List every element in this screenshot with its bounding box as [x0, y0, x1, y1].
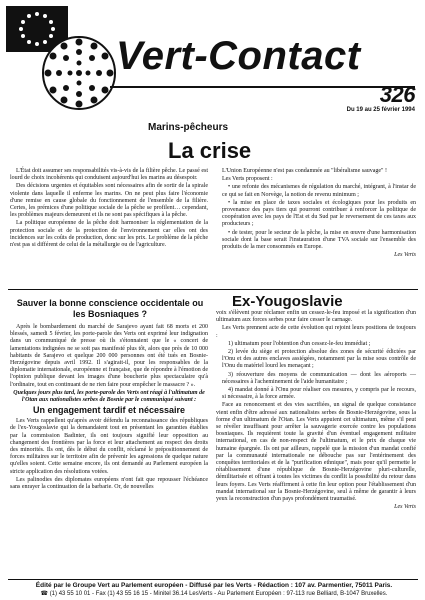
list-item: • une refonte des mécanismes de régulation du marché, intégrant, à l'instar de ce qui se fait en Norvège, la notion de revenu minimum ; — [222, 184, 416, 198]
list-item: 4) mandat donné à l'Onu pour réaliser ces mesures, y compris par le recours, si nécessaire, à la force armée. — [222, 387, 416, 401]
list-item: 3) réouverture des moyens de communication — dont les aéroports — nécessaires à l'acheminement de l'aide humanitaire ; — [222, 371, 416, 385]
paragraph: Les Verts rappellent qu'après avoir défendu la reconnaissance des républiques de l'ex-Yougoslavie qui la demandaient tout en présentant les garanties établies par la commission Badinter, ils ont toujours signifié leur opposition au changement des frontières par la force et leur attachement au respect des droits des minorités. Ils ont, dès le début du conflit, réclamé le prépositionnement de forces militaires sur le territoire afin de prévenir les agressions de quelque nature qu'elles soient. Cette semaine encore, ils ont demandé au Parlement européen la stricte application des résolutions votées. — [10, 418, 208, 475]
paragraph: Les palinodies des diplomates européens n'ont fait que repousser l'échéance sans enrayer la continuation de la barbarie. Or, de nouvelles — [10, 476, 208, 491]
newsletter-title: Vert-Contact — [116, 34, 361, 78]
article2-subhead2: Un engagement tardif et nécessaire — [32, 405, 186, 416]
paragraph: Après le bombardement du marché de Sarajevo ayant fait 68 morts et 200 blessés, samedi 5 février, les porte-parole des Verts ont exprimé leur indignation dans un communiqué de presse où ils s'étonnaient que le « concert de lamentations indignées ne se soit pas manifesté plus tôt, alors que près de 10 000 habitants de Sarajevo et quelque 200 000 personnes ont été tués en Bosnie-Herzégovine depuis avril 1992. Il s'agirait-il, pour les responsables de la diplomatie internationale, européenne et française, que de répondre à l'émotion de l'opinion publique devant les images d'une boucherie plus spectaculaire qu'à l'ordinaire, tout en continuant de ne rien faire pour empêcher le massacre ? ». — [10, 324, 208, 388]
sunflower-emblem-icon — [40, 34, 118, 112]
issue-number: 326 — [379, 82, 415, 107]
footer-line-1: Édité par le Groupe Vert au Parlement européen - Diffusé par les Verts - Rédaction : 107 av. Parmentier, 75011 Paris. — [35, 582, 393, 589]
signature: Les Verts — [394, 252, 416, 259]
article2-subhead: Sauver la bonne conscience occidentale ou les Bosniaques ? — [16, 298, 204, 319]
paragraph: Face au renoncement et des vies sacrifiées, un signal de quelque consistance vient enfin d'être adressé aux nationalistes serbes de Bosnie-Herzégovine, sous la forme d'un ultimatum de l'Otan. Les Verts appuient cet ultimatum, même s'il peut se révéler insuffisant pour arrêter la sauvagerie exercée contre les populations bosniaques. Ils requièrent toute la gravité d'un éventuel engagement militaire international, en cas de non-respect de l'ultimatum, et le prix de chaque vie humaine épargnée. Ils ont par ailleurs, rappelé que la mission d'un mandat confié par la communauté internationale ne débouche pas sur l'entérinement des conquêtes territoriales et de la "purification ethnique", mais pour qu'il permette le rétablissement d'une république de Bosnie-Herzégovine pluri-culturelle, démilitarisée et offrant à toutes les victimes du conflit la possibilité du retour dans leurs foyers. Les Verts réaffirment à cette fin leur option pour l'établissement d'un mandat international sur la Bosnie-Herzégovine, seul à même de garantir à leurs yeux la reconstruction d'un pays profondément traumatisé. — [216, 402, 416, 503]
list-item: 1) ultimatum pour l'obtention d'un cessez-le-feu immédiat ; — [228, 340, 371, 347]
article1-headline: La crise — [168, 138, 252, 163]
article2-headline: Ex-Yougoslavie — [232, 293, 343, 310]
signature: Les Verts — [394, 504, 416, 511]
masthead-rule — [110, 86, 415, 88]
paragraph: L'État doit assumer ses responsabilités vis-à-vis de la filière pêche. Le passé est lourd de choix incohérents qui conduisent aujourd'hui les marins au désespoir. — [10, 168, 208, 182]
dateline: Du 19 au 25 février 1994 — [346, 107, 415, 113]
footer-rule — [8, 579, 418, 580]
article2-left-column — [10, 324, 208, 492]
article1-left-column — [10, 168, 208, 250]
paragraph: Les Verts prennent acte de cette évolution qui rejoint leurs positions de toujours : — [216, 325, 416, 339]
paragraph: voix s'élèvent pour réclamer enfin un cessez-le-feu imposé et la signification d'un ultimatum aux forces serbes pour faire cesser le carnage. — [216, 310, 416, 324]
list-item: • la mise en place de taxes sociales et écologiques pour les produits en provenance des pays tiers qui pourront contribuer à renforcer la politique de coopération avec les pays de l'Est et du Sud par le reversement de ces taxes aux producteurs ; — [222, 199, 416, 228]
lead-paragraph: Quelques jours plus tard, les porte-parole des Verts ont réagi à l'ultimatum de l'Otan aux nationalistes serbes de Bosnie par le communiqué suivant : — [13, 389, 205, 404]
article2-right-column — [216, 310, 416, 511]
article1-kicker: Marins-pêcheurs — [148, 122, 229, 133]
article1-right-column — [216, 168, 416, 259]
paragraph: L'Union Européenne n'est pas condamnée au "libéralisme sauvage" ! — [222, 168, 388, 174]
paragraph: La politique européenne de la pêche doit harmoniser la réglementation de la protection sociale et de la protection de l'environnement car elles ont des incidences sur les coûts de production, donc sur les prix. Le problème de la pêche n'est pas si différent de celui de la métallurgie ou de l'agriculture. — [10, 220, 208, 249]
footer-line-2: ☎ (1) 43 55 10 01 - Fax (1) 43 55 16 15 - Minitel 36.14 LesVerts - Au Parlement Européen : 97-113 rue Belliard, B-1047 Bruxelles. — [40, 591, 388, 597]
masthead — [0, 0, 425, 113]
paragraph: Des décisions urgentes et équitables sont nécessaires afin de sortir de la spirale violente dans laquelle il enferme les marins. On ne peut plus faire l'économie d'une remise en cause globale du fonctionnement de l'ensemble de la filière. Certes, les prémices d'une politique sociale de la pêche se profilent… cependant, les problèmes majeurs demeurent et ils ne sont pas spécifiques à la pêche. — [10, 183, 208, 219]
paragraph: Les Verts proposent : — [222, 176, 273, 183]
section-divider — [8, 289, 418, 290]
list-item: • de tester, pour le secteur de la pêche, la mise en œuvre d'une harmonisation sociale dont la base serait l'instauration d'une TVA sociale sur l'ensemble des produits de la mer consommés en Europe. — [222, 229, 416, 251]
footer — [24, 582, 404, 598]
list-item: 2) levée du siège et protection absolue des zones de sécurité édictées par l'Onu et des autres enclaves assiégées, notamment par la mise sous contrôle de l'Onu du matériel lourd les menaçant ; — [222, 349, 416, 370]
